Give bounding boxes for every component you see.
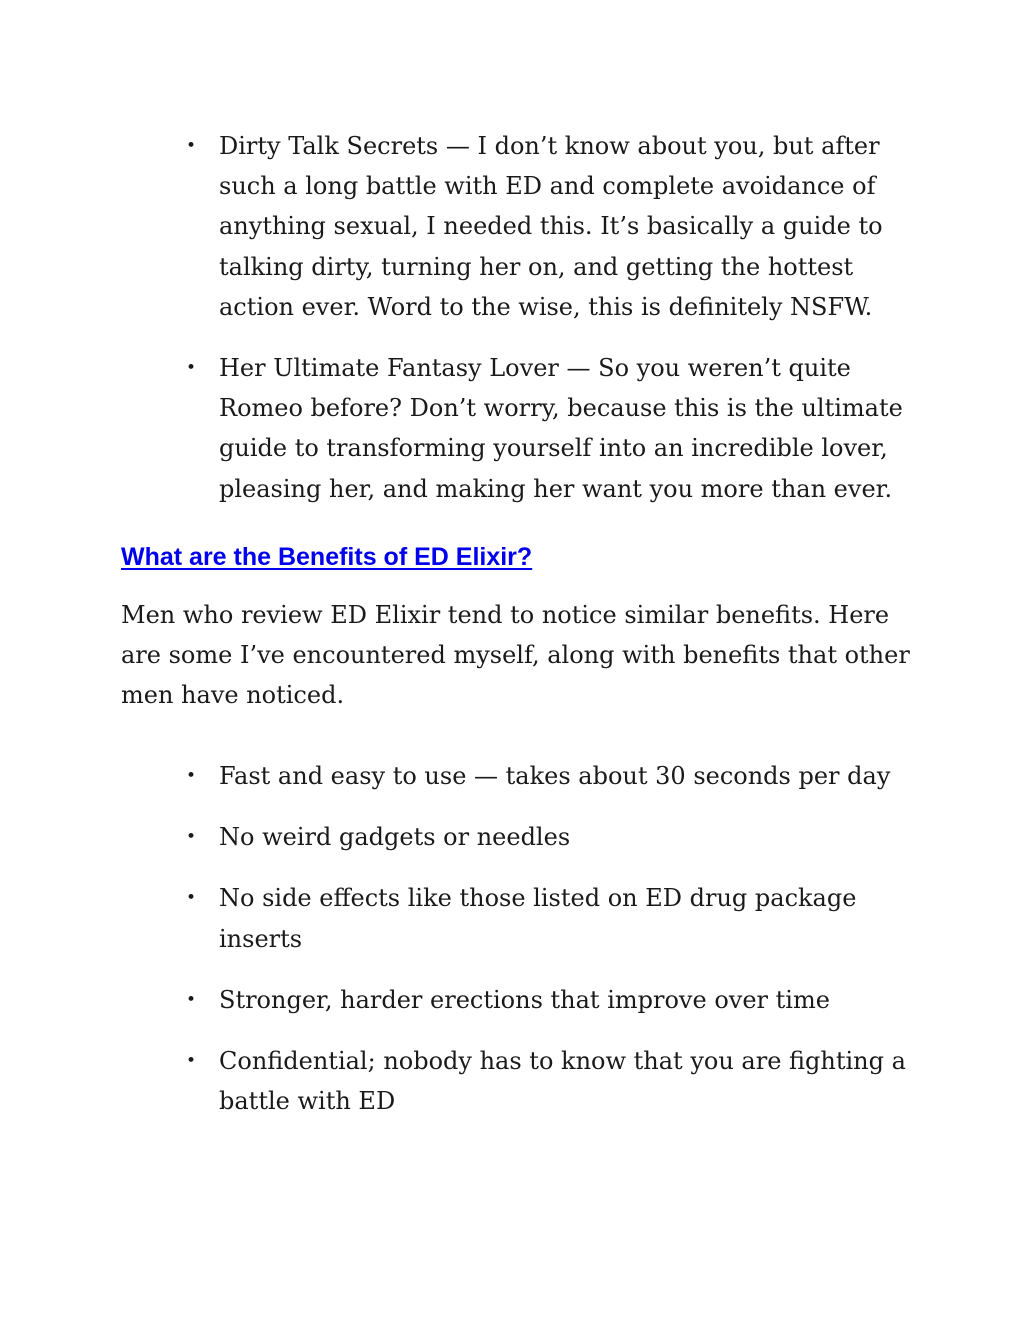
list-item-text: Dirty Talk Secrets — I don’t know about you, but after such a long battle with ED and complete avoidance of anything sexual, I needed this. It’s basically a guide to talking dirty, turning her on, and getting the hottest action ever. Word to the wise, this is definitely NSFW.	[219, 132, 883, 321]
list-item-text: Confidential; nobody has to know that you are fighting a battle with ED	[219, 1047, 906, 1116]
benefits-heading-link[interactable]: What are the Benefits of ED Elixir?	[121, 543, 533, 571]
list-item	[0, 980, 909, 1020]
list-item-text: Stronger, harder erections that improve over time	[219, 985, 830, 1014]
benefits-list	[0, 756, 1024, 1121]
list-item	[0, 126, 909, 327]
bullet-icon: •	[186, 766, 197, 786]
list-item	[0, 878, 909, 958]
list-item	[0, 348, 909, 509]
list-item-text: No side effects like those listed on ED drug package inserts	[219, 884, 857, 953]
list-item	[0, 817, 909, 857]
list-item-text: Her Ultimate Fantasy Lover — So you weren’t quite Romeo before? Don’t worry, because this is the ultimate guide to transforming yourself into an incredible lover, pleasing her, and making her want you more than ever.	[219, 354, 903, 503]
bullet-icon: •	[186, 888, 197, 909]
list-item-text: No weird gadgets or needles	[219, 823, 571, 852]
list-item	[0, 1041, 909, 1121]
bullet-icon: •	[186, 827, 197, 848]
list-item	[0, 756, 909, 796]
bullet-icon: •	[186, 989, 197, 1010]
bullet-icon: •	[186, 1051, 197, 1072]
list-item-text: Fast and easy to use — takes about 30 seconds per day	[219, 762, 891, 790]
product-bonus-list	[0, 126, 1024, 509]
bullet-icon: •	[186, 358, 197, 379]
bullet-icon: •	[186, 136, 197, 156]
benefits-intro-paragraph: Men who review ED Elixir tend to notice similar benefits. Here are some I’ve encountered myself, along with benefits that other men have noticed.	[121, 601, 910, 710]
